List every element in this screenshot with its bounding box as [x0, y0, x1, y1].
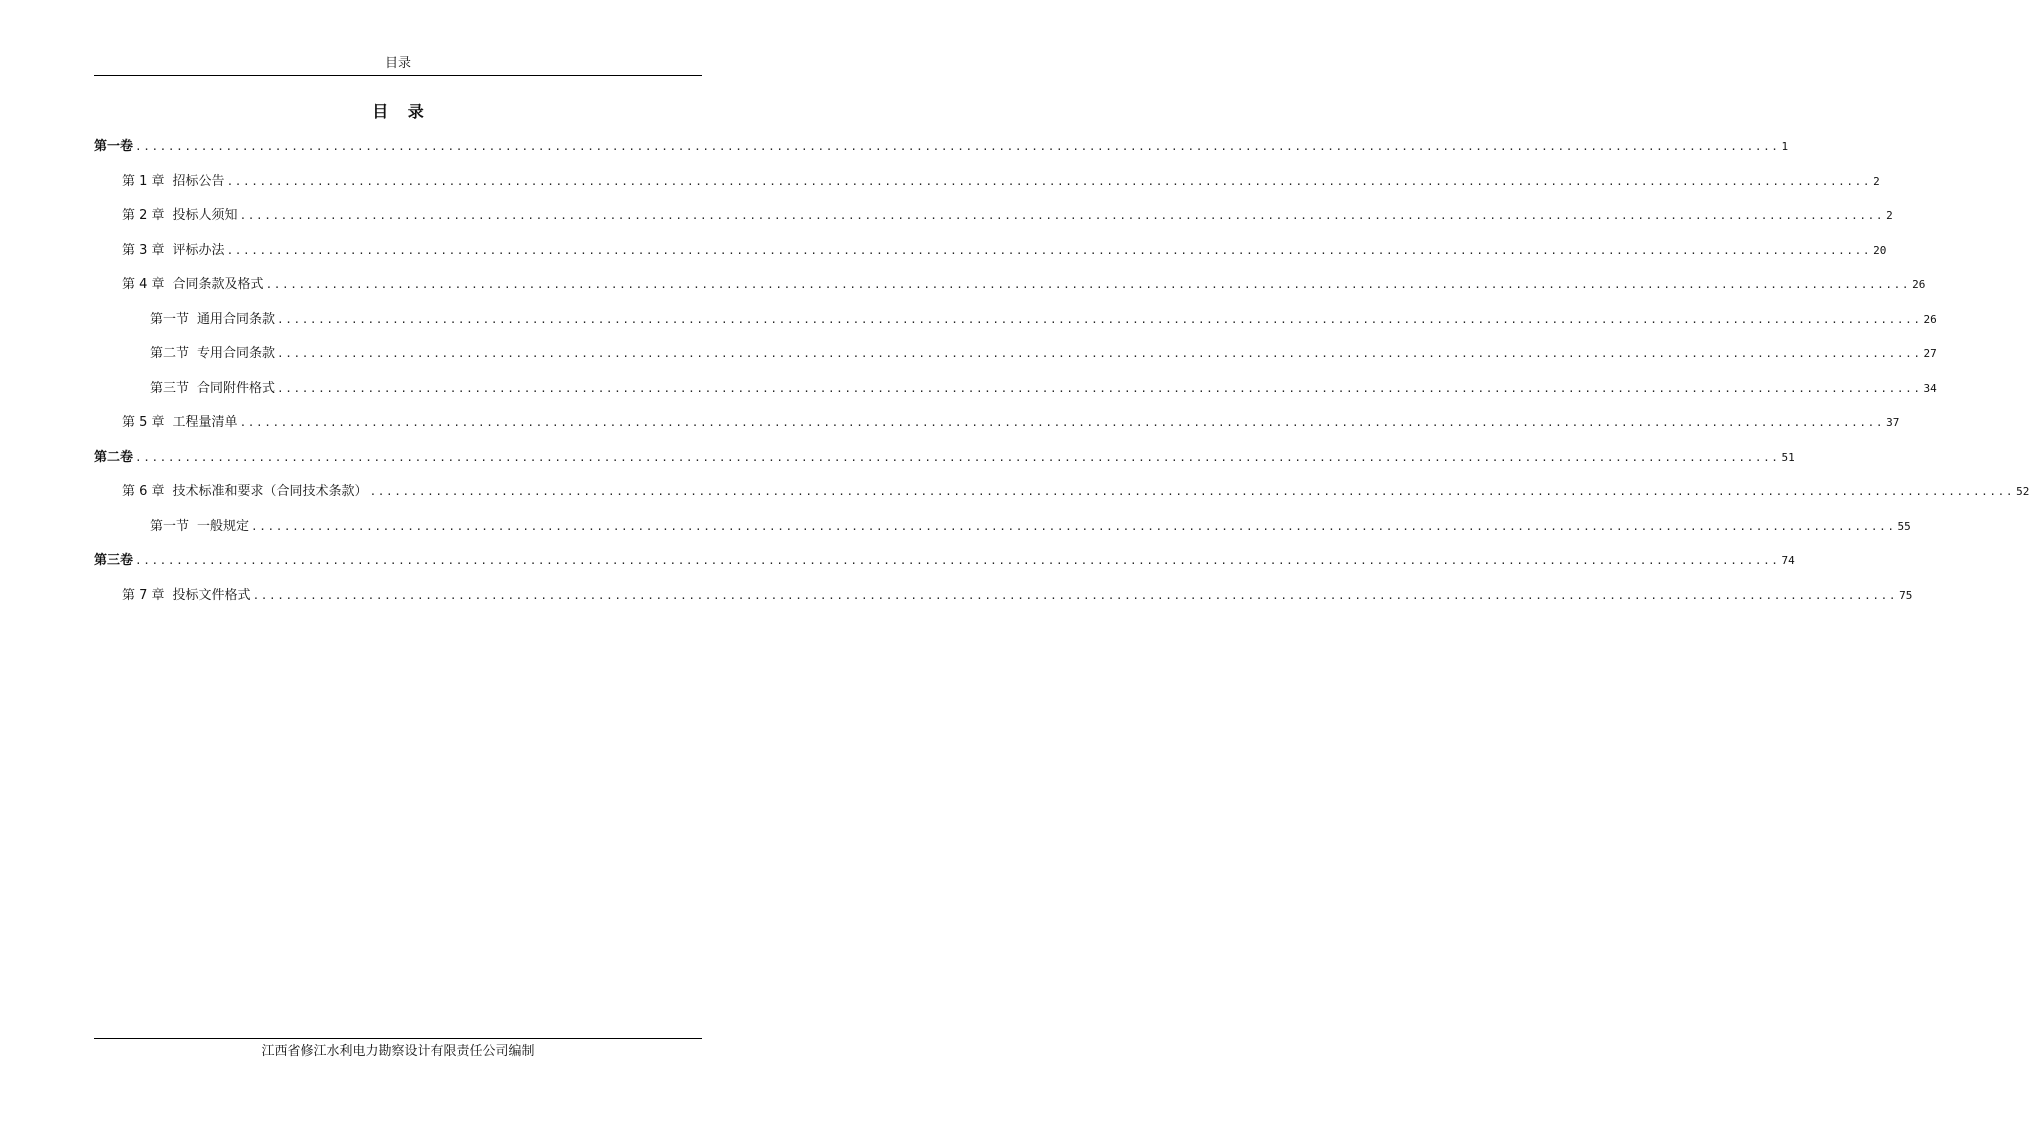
- toc-entry-label: [122, 588, 251, 604]
- toc-entry-label: [122, 243, 225, 259]
- toc-leader-dots: ........................................................................................................................................................................................................: [226, 243, 1872, 257]
- toc-leader-dots: ........................................................................................................................................................................................................: [277, 347, 1922, 361]
- toc-entry[interactable]: [94, 303, 1937, 338]
- toc-entry-number: 第一节: [150, 311, 190, 327]
- table-of-contents: [94, 130, 2029, 613]
- toc-entry-number: 第 6 章: [122, 484, 165, 500]
- toc-entry-number: 第一节: [150, 518, 190, 534]
- toc-page-number: 26: [1923, 312, 1937, 326]
- toc-leader-dots: ........................................................................................................................................................................................................: [226, 174, 1872, 188]
- toc-entry-number: 第二卷: [94, 449, 134, 465]
- toc-entry-number: 第三卷: [94, 553, 134, 569]
- toc-entry-label: [122, 277, 264, 293]
- toc-entry-number: 第一卷: [94, 139, 134, 155]
- toc-entry[interactable]: [94, 406, 1900, 441]
- toc-leader-dots: ........................................................................................................................................................................................................: [265, 278, 1911, 292]
- toc-page-number: 2: [1873, 174, 1880, 188]
- toc-page-number: 52: [2016, 485, 2029, 499]
- toc-entry-label: [150, 381, 275, 397]
- toc-entry-title: 工程量清单: [172, 415, 238, 431]
- toc-entry-number: 第 4 章: [122, 277, 165, 293]
- toc-page-number: 75: [1899, 588, 1913, 602]
- toc-page-number: 37: [1886, 416, 1900, 430]
- toc-page-number: 20: [1873, 243, 1887, 257]
- toc-entry-title: 通用合同条款: [197, 311, 276, 327]
- toc-entry[interactable]: [94, 268, 1926, 303]
- page-header: [94, 0, 702, 76]
- toc-page-number: 34: [1923, 381, 1937, 395]
- toc-leader-dots: ........................................................................................................................................................................................................: [251, 519, 1896, 533]
- toc-page-number: 51: [1781, 450, 1795, 464]
- page-footer: [94, 1038, 702, 1060]
- toc-entry[interactable]: [94, 130, 1789, 165]
- toc-entry-label: [94, 139, 133, 155]
- toc-entry-title: 技术标准和要求（合同技术条款）: [172, 484, 368, 500]
- toc-entry[interactable]: [94, 165, 1880, 200]
- toc-leader-dots: ........................................................................................................................................................................................................: [135, 140, 1780, 154]
- toc-page-number: 2: [1886, 209, 1893, 223]
- toc-entry-title: 专用合同条款: [197, 346, 276, 362]
- toc-entry-label: [122, 415, 238, 431]
- toc-leader-dots: ........................................................................................................................................................................................................: [135, 554, 1780, 568]
- toc-entry-number: 第二节: [150, 346, 190, 362]
- toc-entry-title: 评标办法: [172, 242, 225, 258]
- toc-entry-number: 第 5 章: [122, 415, 165, 431]
- toc-page-number: 74: [1781, 554, 1795, 568]
- toc-entry-label: [150, 519, 249, 535]
- toc-entry[interactable]: [94, 544, 1795, 579]
- toc-entry-title: 招标公告: [172, 173, 225, 189]
- toc-page-number: 26: [1912, 278, 1926, 292]
- toc-leader-dots: ........................................................................................................................................................................................................: [252, 588, 1898, 602]
- toc-entry-label: [150, 346, 275, 362]
- header-text: 目录: [384, 56, 411, 71]
- toc-entry-title: 合同条款及格式: [172, 277, 264, 293]
- toc-entry-number: 第三节: [150, 380, 190, 396]
- toc-leader-dots: ........................................................................................................................................................................................................: [369, 485, 2015, 499]
- toc-entry[interactable]: [94, 372, 1937, 407]
- toc-leader-dots: ........................................................................................................................................................................................................: [277, 312, 1922, 326]
- toc-entry-title: 一般规定: [197, 518, 250, 534]
- toc-title: 目 录: [372, 102, 424, 121]
- toc-entry-number: 第 1 章: [122, 173, 165, 189]
- toc-page-number: 27: [1923, 347, 1937, 361]
- toc-entry-title: 投标文件格式: [172, 587, 251, 603]
- toc-leader-dots: ........................................................................................................................................................................................................: [135, 450, 1780, 464]
- toc-entry-title: 投标人须知: [172, 208, 238, 224]
- toc-entry-label: [122, 484, 368, 500]
- toc-entry[interactable]: [94, 579, 1913, 614]
- toc-leader-dots: ........................................................................................................................................................................................................: [239, 209, 1885, 223]
- toc-entry-label: [94, 553, 133, 569]
- toc-leader-dots: ........................................................................................................................................................................................................: [277, 381, 1922, 395]
- footer-text: 江西省修江水利电力勘察设计有限责任公司编制: [261, 1044, 535, 1059]
- toc-entry[interactable]: [94, 234, 1887, 269]
- toc-entry-label: [122, 174, 225, 190]
- toc-entry[interactable]: [94, 337, 1937, 372]
- toc-entry-label: [94, 450, 133, 466]
- toc-entry[interactable]: [94, 199, 1893, 234]
- toc-entry-label: [122, 208, 238, 224]
- toc-entry[interactable]: [94, 510, 1911, 545]
- toc-entry-number: 第 3 章: [122, 242, 165, 258]
- toc-entry[interactable]: [94, 441, 1795, 476]
- toc-entry-number: 第 7 章: [122, 587, 165, 603]
- toc-page-number: 55: [1897, 519, 1911, 533]
- toc-entry-number: 第 2 章: [122, 208, 165, 224]
- toc-entry[interactable]: [94, 475, 2029, 510]
- toc-page-number: 1: [1781, 140, 1789, 154]
- toc-leader-dots: ........................................................................................................................................................................................................: [239, 416, 1885, 430]
- toc-entry-label: [150, 312, 275, 328]
- toc-entry-title: 合同附件格式: [197, 380, 276, 396]
